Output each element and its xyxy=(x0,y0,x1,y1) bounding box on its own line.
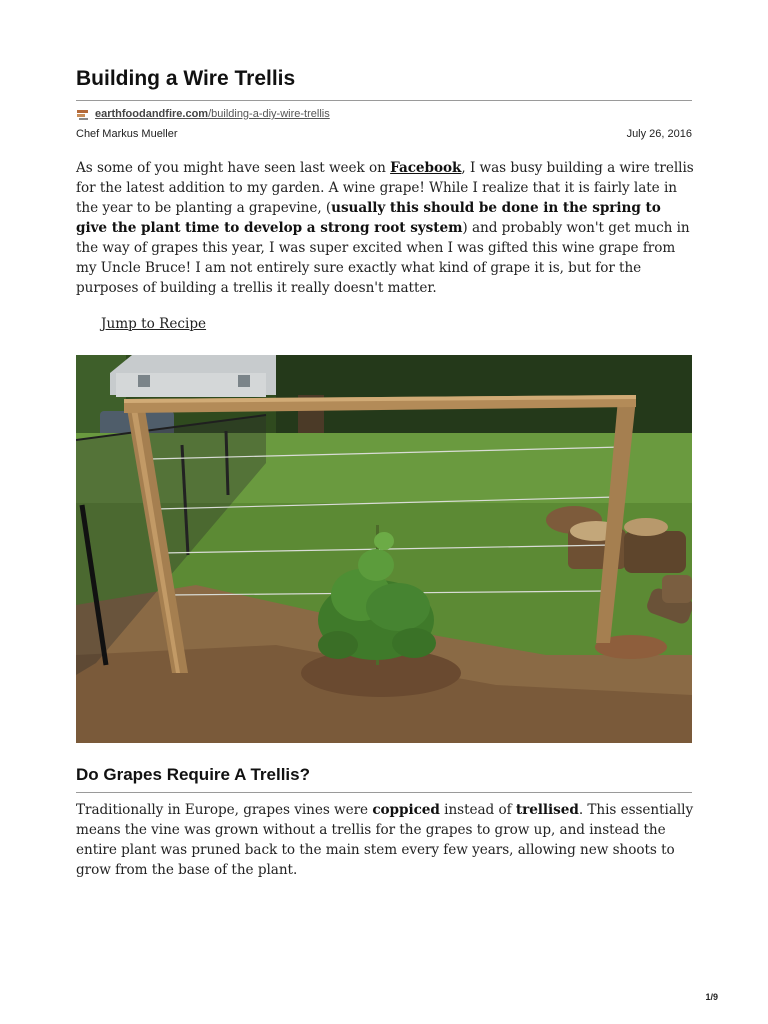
page-number: 1/9 xyxy=(705,992,718,1002)
publish-date: July 26, 2016 xyxy=(626,128,692,140)
site-favicon-icon xyxy=(76,108,89,121)
intro-text-2: , I was busy building a wire trellis for the latest addition to my garden. A wine grape! While I realize that it is fairly late in the year to be planting a grapevine, ( xyxy=(76,160,694,216)
author-name: Chef Markus Mueller xyxy=(76,128,178,140)
coppiced-term: coppiced xyxy=(372,802,440,818)
section-divider xyxy=(76,792,692,793)
section-heading: Do Grapes Require A Trellis? xyxy=(76,765,310,784)
intro-text-1: As some of you might have seen last week on xyxy=(76,160,391,176)
source-line xyxy=(76,106,330,122)
section-paragraph xyxy=(76,800,694,880)
section-text-1: Traditionally in Europe, grapes vines were xyxy=(76,802,373,818)
intro-bold-text: usually this should be done in the spring to give the plant time to develop a strong root system xyxy=(76,200,661,236)
trellis-photo xyxy=(76,355,692,743)
title-divider xyxy=(76,100,692,101)
source-path: /building-a-diy-wire-trellis xyxy=(208,108,330,120)
intro-text-3: ) and probably won't get much in the way of grapes this year, I was super excited when I was gifted this wine grape from my Uncle Bruce! I am not entirely sure exactly what kind of grape it is, but for the purposes of building a trellis it really doesn't matter. xyxy=(76,220,690,296)
jump-to-recipe-link[interactable]: Jump to Recipe xyxy=(101,316,207,332)
article-title: Building a Wire Trellis xyxy=(76,67,296,90)
source-url-link[interactable] xyxy=(95,108,330,120)
intro-paragraph xyxy=(76,158,694,298)
source-domain: earthfoodandfire.com xyxy=(95,108,209,120)
facebook-link[interactable]: Facebook xyxy=(390,160,462,176)
article-meta xyxy=(76,128,692,144)
section-text-2: instead of xyxy=(439,802,516,818)
trellised-term: trellised xyxy=(515,802,579,818)
section-text-3: . This essentially means the vine was grown without a trellis for the grapes to grow up, and instead the entire plant was pruned back to the main stem every few years, allowing new shoots to grow from the base of the plant. xyxy=(76,802,694,878)
